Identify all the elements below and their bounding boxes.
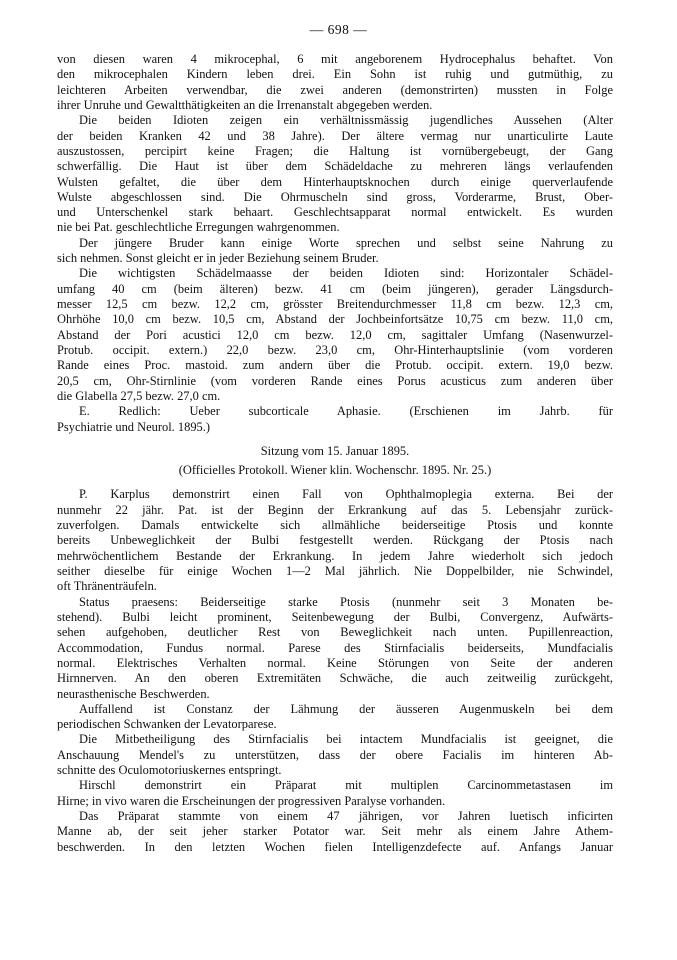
text-line: Manne ab, der seit jeher starker Potator war. Seit mehr als einem Jahre Athem- [57, 824, 613, 839]
text-line: schwerfällig. Die Haut ist über dem Schädeldache zu mehreren längs verlaufenden [57, 159, 613, 174]
text-line: Anschauung Mendel's zu unterstützen, dass der obere Facialis im hinteren Ab- [57, 747, 613, 762]
text-line: die Glabella 27,5 bezw. 27,0 cm. [57, 388, 221, 403]
text-line: E. Redlich: Ueber subcorticale Aphasie. (Erschienen im Jahrb. für [79, 404, 613, 419]
text-line: ihrer Unruhe und Gewaltthätigkeiten an die Irrenanstalt abgegeben werden. [57, 97, 433, 112]
protocol-reference: (Officielles Protokoll. Wiener klin. Wochenschr. 1895. Nr. 25.) [178, 463, 492, 478]
text-line: Accommodation, Fundus normal. Parese des Stirnfacialis beiderseits, Mundfacialis [57, 640, 613, 655]
text-line: den mikrocephalen Kindern leben drei. Ein Sohn ist ruhig und gutmüthig, zu [57, 67, 613, 82]
text-line: umfang 40 cm (beim älteren) bezw. 41 cm (beim jüngeren), gerader Längsdurch- [57, 281, 613, 296]
text-line: Wulste abgeschlossen sind. Die Ohrmuscheln sind gross, Vorderarme, Brust, Ober- [57, 189, 613, 204]
text-line: mehrwöchentlichem Bestande der Erkrankung. In jedem Jahre wiederholt sich jedoch [57, 548, 613, 563]
text-line: sehen aufgehoben, deutlicher Rest von Beweglichkeit nach unten. Pupillenreaction, [57, 625, 613, 640]
text-line: Der jüngere Bruder kann einige Worte sprechen und selbst seine Nahrung zu [79, 235, 613, 250]
text-line: Status praesens: Beiderseitige starke Ptosis (nunmehr seit 3 Monaten be- [79, 594, 613, 609]
text-line: Hirnnerven. An den oberen Extremitäten Schwäche, die auch zeitweilig zurückgeht, [57, 671, 613, 686]
text-line: P. Karplus demonstrirt einen Fall von Ophthalmoplegia externa. Bei der [79, 487, 613, 502]
text-line: Ohrhöhe 10,0 cm bezw. 10,5 cm, Abstand der Jochbeinfortsätze 10,75 cm bezw. 11,0 cm, [57, 312, 613, 327]
text-line: normal. Elektrisches Verhalten normal. Keine Störungen von Seite der anderen [57, 655, 613, 670]
text-line: Rande eines Proc. mastoid. zum andern über die Protub. occipit. extern. 19,0 bezw. [57, 358, 613, 373]
text-line: 20,5 cm, Ohr-Stirnlinie (vom vorderen Rande eines Porus acusticus zum anderen über [57, 373, 613, 388]
text-line: Psychiatrie und Neurol. 1895.) [57, 419, 211, 434]
text-line: Die Mitbetheiligung des Stirnfacialis bei intactem Mundfacialis ist geeignet, die [79, 732, 613, 747]
page-body [57, 52, 613, 855]
page-number: — 698 — [309, 22, 368, 37]
text-line: beschwerden. In den letzten Wochen fielen Intelligenzdefecte auf. Anfangs Januar [57, 839, 613, 854]
text-line: Hirschl demonstrirt ein Präparat mit multiplen Carcinommetastasen im [79, 778, 613, 793]
text-line: oft Thränenträufeln. [57, 579, 157, 594]
text-line: von diesen waren 4 mikrocephal, 6 mit angeborenem Hydrocephalus behaftet. Von [57, 52, 613, 66]
text-line: Protub. occipit. extern.) 22,0 bezw. 23,0 cm, Ohr-Hinterhauptslinie (vom vorderen [57, 342, 613, 357]
text-line: leichteren Arbeiten verwendbar, die zwei anderen (demonstrirten) mussten in Folge [57, 82, 613, 97]
text-line: bereits Unbeweglichkeit der Bulbi festgestellt werden. Rückgang der Ptosis nach [57, 533, 613, 548]
text-line: sich nehmen. Sonst gleicht er in jeder Beziehung seinem Bruder. [57, 251, 379, 266]
text-line: auszustossen, percipirt keine Fragen; die Haltung ist vornübergebeugt, der Gang [57, 143, 613, 158]
text-line: Die wichtigsten Schädelmaasse der beiden Idioten sind: Horizontaler Schädel- [79, 266, 613, 281]
text-line: periodischen Schwanken der Levatorparese. [57, 717, 277, 732]
text-line: zuverfolgen. Damals entwickelte sich allmähliche beiderseitige Ptosis und konnte [57, 518, 613, 533]
text-line: nunmehr 22 jähr. Pat. ist der Beginn der Erkrankung auf das 5. Lebensjahr zurück- [57, 502, 613, 517]
text-line: der beiden Kranken 42 und 38 Jahre). Der ältere vermag nur unarticulirte Laute [57, 128, 613, 143]
text-line: nie bei Pat. geschlechtliche Erregungen wahrgenommen. [57, 220, 340, 235]
text-line: neurasthenische Beschwerden. [57, 686, 210, 701]
text-line: Abstand der Pori acustici 12,0 cm bezw. 12,0 cm, sagittaler Umfang (Nasenwurzel- [57, 327, 613, 342]
text-line: Hirne; in vivo waren die Erscheinungen der progressiven Paralyse vorhanden. [57, 793, 446, 808]
text-line: stehend). Bulbi leicht prominent, Seitenbewegung der Bulbi, Convergenz, Aufwärts- [57, 609, 613, 624]
text-line: Die beiden Idioten zeigen ein verhältnissmässig jugendliches Aussehen (Alter [79, 113, 613, 128]
text-line: Das Präparat stammte von einem 47 jährigen, vor Jahren luetisch inficirten [79, 809, 613, 823]
session-heading: Sitzung vom 15. Januar 1895. [260, 443, 410, 458]
text-line: messer 12,5 cm bezw. 12,2 cm, grösster Breitendurchmesser 11,8 cm bezw. 12,3 cm, [57, 297, 613, 311]
text-line: seither dieselbe für einige Wochen 1—2 Mal jährlich. Nie Doppelbilder, nie Schwindel, [57, 564, 613, 578]
text-line: Wulsten gefaltet, die über dem Hinterhauptsknochen durch einige querverlaufende [57, 174, 613, 189]
text-line: schnitte des Oculomotoriuskernes entspringt. [57, 763, 282, 778]
text-line: und Unterschenkel stark behaart. Geschlechtsapparat normal entwickelt. Es wurden [57, 205, 613, 220]
text-line: Auffallend ist Constanz der Lähmung der äusseren Augenmuskeln bei dem [79, 701, 613, 716]
